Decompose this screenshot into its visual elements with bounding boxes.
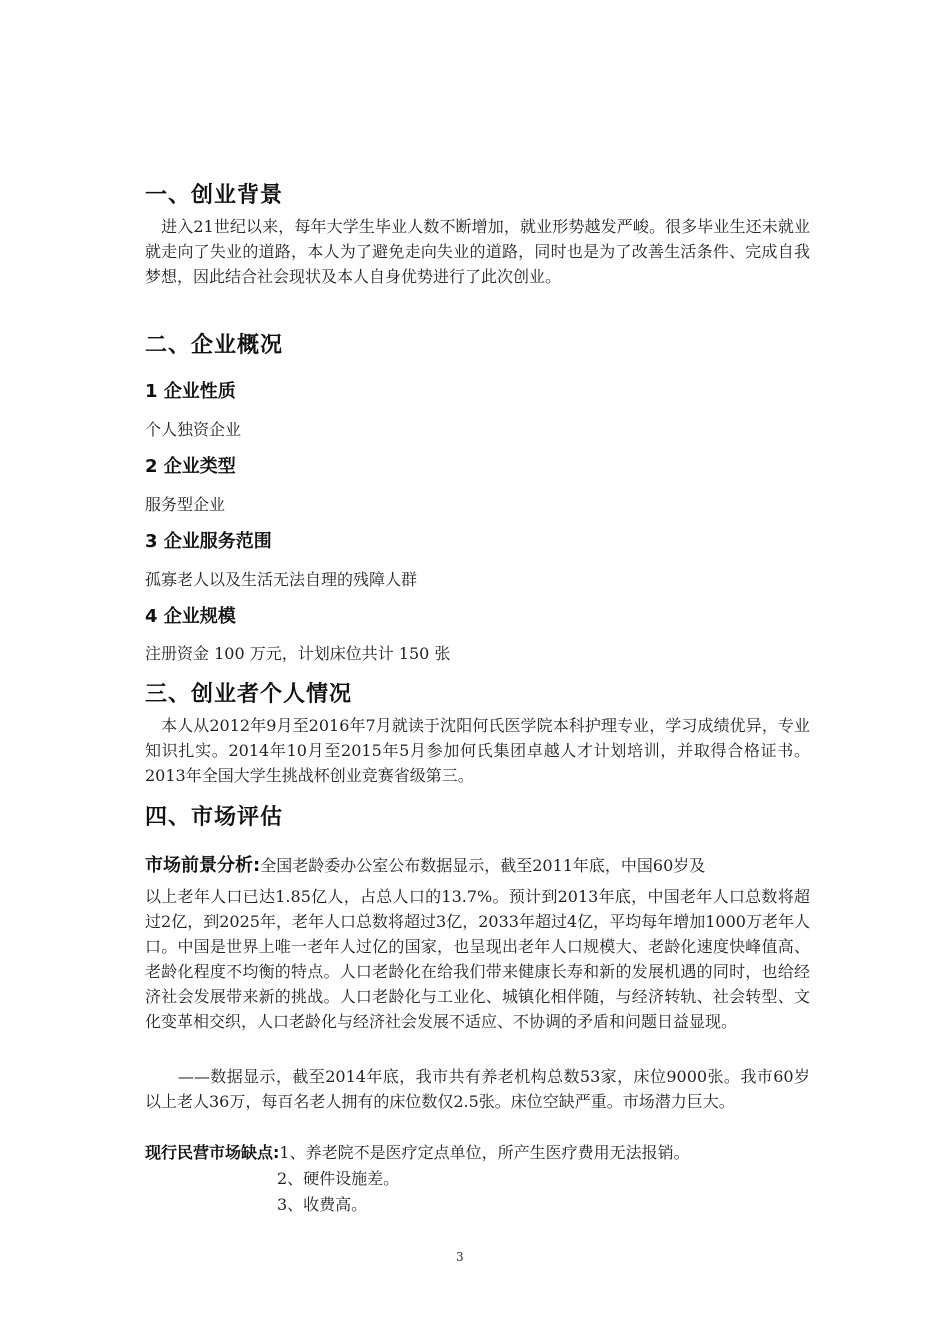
subheading-type: 2 企业类型 <box>145 456 236 477</box>
text-type: 服务型企业 <box>145 495 226 514</box>
shortcoming-item: 3、收费高。 <box>277 1195 368 1214</box>
local-data-paragraph: ——数据显示，截至2014年底，我市共有养老机构总数53家，床位9000张。我市60岁以上老人36万，每百名老人拥有的床位数仅2.5张。床位空缺严重。市场潜力巨大。 <box>145 1067 810 1111</box>
section-heading-background: 一、创业背景 <box>145 183 284 208</box>
text-scope: 孤寡老人以及生活无法自理的残障人群 <box>145 570 418 589</box>
subheading-scale: 4 企业规模 <box>145 606 236 627</box>
section-heading-overview: 二、企业概况 <box>145 333 284 358</box>
market-prospect-label: 市场前景分析: <box>145 855 261 876</box>
shortcomings-label: 现行民营市场缺点: <box>145 1143 280 1162</box>
shortcoming-item: 1、养老院不是医疗定点单位，所产生医疗费用无法报销。 <box>279 1143 690 1162</box>
market-prospect-lead: 全国老龄委办公室公布数据显示，截至2011年底，中国60岁及 <box>260 856 706 875</box>
shortcoming-item: 2、硬件设施差。 <box>277 1169 400 1188</box>
subheading-scope: 3 企业服务范围 <box>145 531 272 552</box>
market-prospect-first-line <box>145 851 705 877</box>
page-number: 3 <box>456 1250 464 1264</box>
market-prospect-paragraph: 以上老年人口已达1.85亿人，占总人口的13.7%。预计到2013年底，中国老年人口总数将超过2亿，到2025年，老年人口总数将超过3亿，2033年超过4亿，平均每年增加1000万老年人口。中国是世界上唯一老年人过亿的国家，也呈现出老年人口规模大、老龄化速度快峰值高、老龄化程度不均衡的特点。人口老龄化在给我们带来健康长寿和新的发展机遇的同时，也给经济社会发展带来新的挑战。人口老龄化与工业化、城镇化相伴随，与经济转轨、社会转型、文化变革相交织，人口老龄化与经济社会发展不适应、不协调的矛盾和问题日益显现。 <box>145 887 810 1031</box>
text-scale: 注册资金 100 万元，计划床位共计 150 张 <box>145 644 451 663</box>
shortcomings-line-1 <box>145 1140 690 1163</box>
text-nature: 个人独资企业 <box>145 420 242 439</box>
founder-paragraph: 本人从2012年9月至2016年7月就读于沈阳何氏医学院本科护理专业，学习成绩优异，专业知识扎实。2014年10月至2015年5月参加何氏集团卓越人才计划培训，并取得合格证书。2013年全国大学生挑战杯创业竞赛省级第三。 <box>145 716 810 785</box>
section-heading-founder: 三、创业者个人情况 <box>145 682 353 707</box>
background-paragraph: 进入21世纪以来，每年大学生毕业人数不断增加，就业形势越发严峻。很多毕业生还未就业就走向了失业的道路，本人为了避免走向失业的道路，同时也是为了改善生活条件、完成自我梦想，因此结合社会现状及本人自身优势进行了此次创业。 <box>145 217 810 286</box>
subheading-nature: 1 企业性质 <box>145 381 236 402</box>
section-heading-market: 四、市场评估 <box>145 805 284 830</box>
